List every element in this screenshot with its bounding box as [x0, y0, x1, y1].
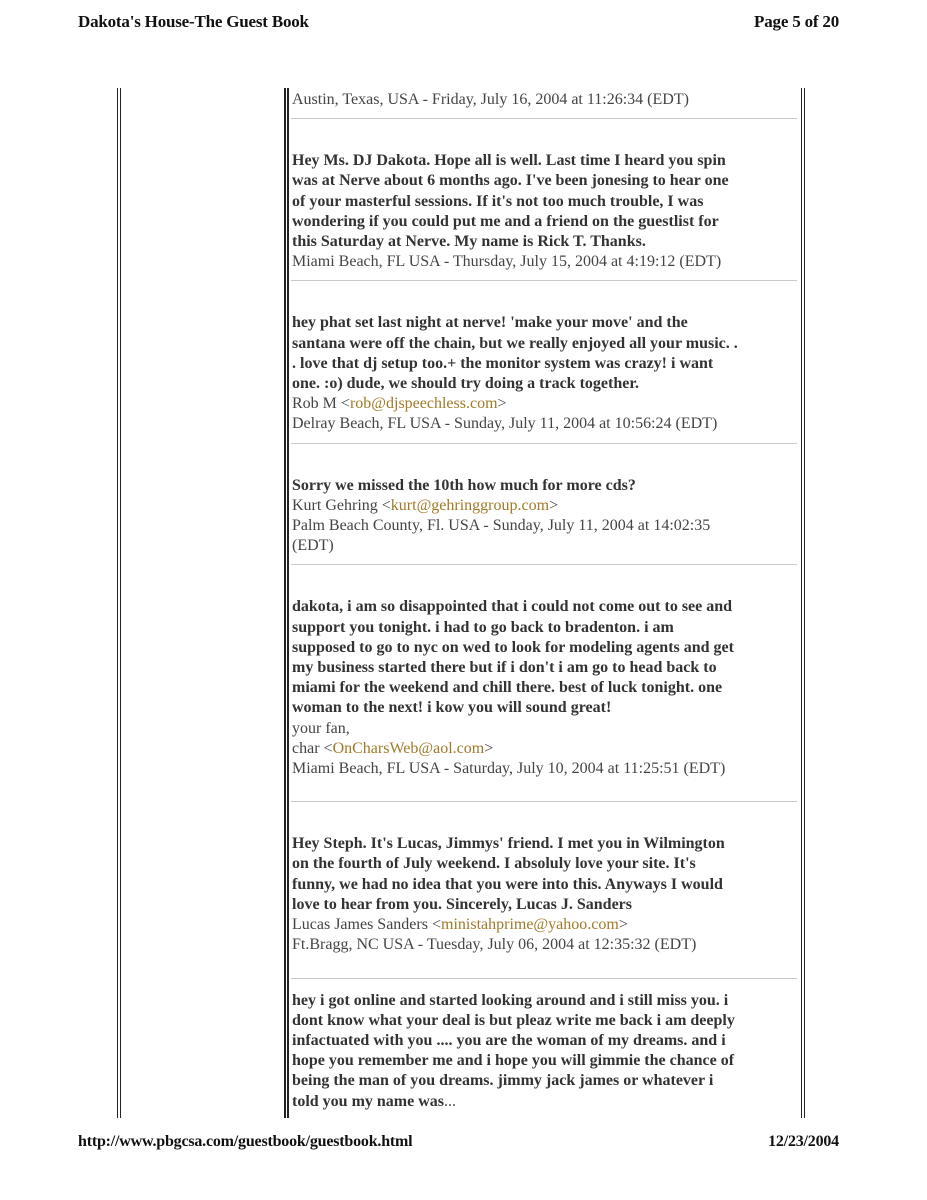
entry-message-line: dont know what your deal is but pleaz write me back i am deeply — [292, 1011, 735, 1029]
entry-author-name: char — [292, 739, 320, 757]
guestbook-entry — [292, 281, 797, 434]
entry-message-line: Hey Steph. It's Lucas, Jimmys' friend. I met you in Wilmington — [292, 835, 725, 853]
entry-message-line: Sorry we missed the 10th how much for more cds? — [292, 476, 636, 494]
entry-message-line: supposed to go to nyc on wed to look for modeling agents and get — [292, 638, 734, 656]
entry-location-date: Miami Beach, FL USA - Thursday, July 15, 2004 at 4:19:12 (EDT) — [292, 253, 722, 271]
entry-message-line: support you tonight. i had to go back to bradenton. i am — [292, 618, 674, 636]
entry-email-link[interactable]: ministahprime@yahoo.com — [441, 916, 619, 934]
entry-author-name: Rob M — [292, 395, 337, 413]
entry-message-line: infactuated with you .... you are the woman of my dreams. and i — [292, 1031, 726, 1049]
page-header-title: Dakota's House-The Guest Book — [78, 12, 309, 31]
entry-message-line — [292, 1092, 797, 1112]
entry-location-date: Ft.Bragg, NC USA - Tuesday, July 06, 2004 at 12:35:32 (EDT) — [292, 936, 697, 954]
entry-author-name: Lucas James Sanders — [292, 916, 428, 934]
left-column-rule — [117, 88, 121, 1118]
entry-message-line: funny, we had no idea that you were into this. Anyways I would — [292, 875, 723, 893]
guestbook-entry — [292, 88, 797, 110]
guestbook-entry — [292, 565, 797, 779]
entry-message-line: my business started there but if i don't i am go to head back to — [292, 659, 717, 677]
entry-location-date: Palm Beach County, Fl. USA - Sunday, July 11, 2004 at 14:02:35 — [292, 517, 711, 535]
entry-message-line: Hey Ms. DJ Dakota. Hope all is well. Last time I heard you spin — [292, 152, 726, 170]
entry-message-line: dakota, i am so disappointed that i could not come out to see and — [292, 598, 733, 616]
guestbook-entry — [292, 802, 797, 955]
entry-truncation-ellipsis: ... — [444, 1092, 457, 1110]
guestbook-entry-list — [292, 88, 797, 1112]
entry-email-link[interactable]: kurt@gehringgroup.com — [390, 496, 550, 514]
guestbook-entries-panel — [284, 88, 805, 1118]
entry-message-line: of your masterful sessions. If it's not too much trouble, I was — [292, 192, 704, 210]
entry-message-line: was at Nerve about 6 months ago. I've been jonesing to hear one — [292, 172, 729, 190]
entry-location-date: Delray Beach, FL USA - Sunday, July 11, 2004 at 10:56:24 (EDT) — [292, 415, 718, 433]
entry-author: Lucas James Sanders <ministahprime@yahoo.com> — [292, 916, 628, 934]
entry-author: Rob M <rob@djspeechless.com> — [292, 395, 507, 413]
entry-author-name: Kurt Gehring — [292, 496, 378, 514]
entry-email-link[interactable]: rob@djspeechless.com — [349, 395, 498, 413]
entry-message-line: wondering if you could put me and a friend on the guestlist for — [292, 212, 719, 230]
guestbook-entry — [292, 444, 797, 557]
entry-location-date: Austin, Texas, USA - Friday, July 16, 2004 at 11:26:34 (EDT) — [292, 91, 689, 108]
entry-message-line: being the man of you dreams. jimmy jack james or whatever i — [292, 1072, 714, 1090]
entry-location-date: Miami Beach, FL USA - Saturday, July 10, 2004 at 11:25:51 (EDT) — [292, 760, 726, 778]
entry-message-line: one. :o) dude, we should try doing a track together. — [292, 375, 639, 393]
entry-message-line: love to hear from you. Sincerely, Lucas J. Sanders — [292, 895, 632, 913]
entry-message-line: santana were off the chain, but we really enjoyed all your music. . — [292, 334, 738, 352]
entry-signoff: your fan, — [292, 719, 350, 737]
entry-message-line: hey i got online and started looking around and i still miss you. i — [292, 991, 729, 1009]
entry-message-line: hey phat set last night at nerve! 'make your move' and the — [292, 314, 688, 332]
page-number: Page 5 of 20 — [754, 12, 839, 31]
entry-message-line: miami for the weekend and chill there. best of luck tonight. one — [292, 679, 723, 697]
entry-author: char <OnCharsWeb@aol.com> — [292, 739, 494, 757]
entry-author: Kurt Gehring <kurt@gehringgroup.com> — [292, 496, 559, 514]
entry-email-link[interactable]: OnCharsWeb@aol.com — [332, 739, 485, 757]
entry-message-line: woman to the next! i kow you will sound great! — [292, 699, 612, 717]
entry-message-line: hope you remember me and i hope you will gimmie the chance of — [292, 1052, 735, 1070]
entry-message-tail: told you my name was — [292, 1092, 445, 1110]
entry-location-date: (EDT) — [292, 537, 334, 555]
entry-message-line: this Saturday at Nerve. My name is Rick T. Thanks. — [292, 233, 646, 251]
entry-message-line: on the fourth of July weekend. I absoluly love your site. It's — [292, 855, 696, 873]
page-footer-url: http://www.pbgcsa.com/guestbook/guestbook.html — [78, 1133, 413, 1150]
entry-message-line: . love that dj setup too.+ the monitor system was crazy! i want — [292, 354, 714, 372]
guestbook-entry — [292, 119, 797, 272]
page-footer-date: 12/23/2004 — [768, 1133, 839, 1150]
guestbook-entry — [292, 979, 797, 1112]
